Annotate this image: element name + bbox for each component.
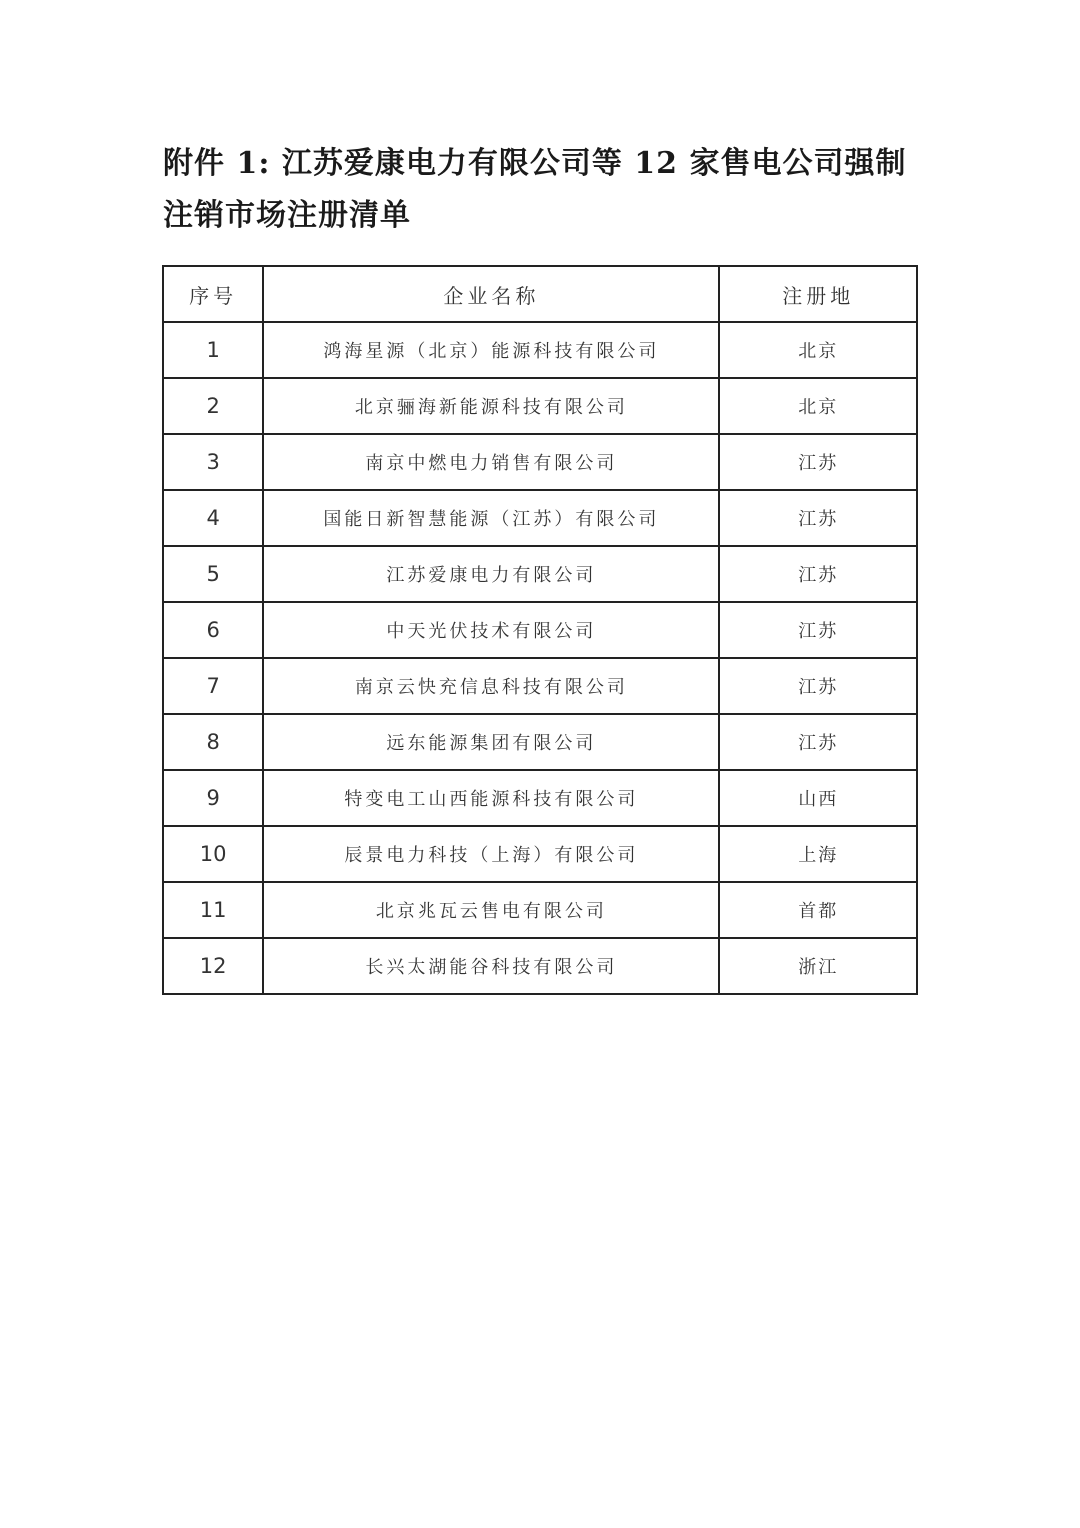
row-serial-number: 4: [163, 490, 263, 546]
row-company-name: 南京云快充信息科技有限公司: [263, 658, 719, 714]
row-company-name: 特变电工山西能源科技有限公司: [263, 770, 719, 826]
row-company-name: 北京兆瓦云售电有限公司: [263, 882, 719, 938]
row-registration-place: 江苏: [719, 602, 917, 658]
table-row: [163, 378, 917, 434]
header-registration-place: 注册地: [719, 266, 917, 322]
row-serial-number: 10: [163, 826, 263, 882]
document-title: 附件 1: 江苏爱康电力有限公司等 12 家售电公司强制注销市场注册清单: [163, 146, 907, 233]
row-serial-number: 6: [163, 602, 263, 658]
table-row: [163, 938, 917, 994]
table-row: [163, 490, 917, 546]
row-serial-number: 2: [163, 378, 263, 434]
row-company-name: 北京骊海新能源科技有限公司: [263, 378, 719, 434]
table-row: [163, 714, 917, 770]
row-registration-place: 江苏: [719, 658, 917, 714]
row-serial-number: 8: [163, 714, 263, 770]
row-registration-place: 浙江: [719, 938, 917, 994]
row-registration-place: 江苏: [719, 714, 917, 770]
row-company-name: 南京中燃电力销售有限公司: [263, 434, 719, 490]
row-company-name: 江苏爱康电力有限公司: [263, 546, 719, 602]
row-registration-place: 北京: [719, 322, 917, 378]
row-company-name: 长兴太湖能谷科技有限公司: [263, 938, 719, 994]
row-registration-place: 山西: [719, 770, 917, 826]
table-row: [163, 882, 917, 938]
row-registration-place: 江苏: [719, 434, 917, 490]
row-company-name: 国能日新智慧能源（江苏）有限公司: [263, 490, 719, 546]
row-serial-number: 5: [163, 546, 263, 602]
row-serial-number: 7: [163, 658, 263, 714]
row-serial-number: 9: [163, 770, 263, 826]
row-serial-number: 1: [163, 322, 263, 378]
table-row: [163, 322, 917, 378]
row-registration-place: 北京: [719, 378, 917, 434]
table-row: [163, 770, 917, 826]
row-company-name: 鸿海星源（北京）能源科技有限公司: [263, 322, 719, 378]
header-serial-number: 序号: [163, 266, 263, 322]
registration-table: [162, 265, 918, 995]
row-company-name: 辰景电力科技（上海）有限公司: [263, 826, 719, 882]
row-serial-number: 12: [163, 938, 263, 994]
table-row: [163, 602, 917, 658]
row-registration-place: 首都: [719, 882, 917, 938]
row-company-name: 远东能源集团有限公司: [263, 714, 719, 770]
table-header-row: [163, 266, 917, 322]
table-row: [163, 658, 917, 714]
row-registration-place: 江苏: [719, 546, 917, 602]
row-registration-place: 江苏: [719, 490, 917, 546]
table-row: [163, 826, 917, 882]
table-row: [163, 546, 917, 602]
row-company-name: 中天光伏技术有限公司: [263, 602, 719, 658]
header-company-name: 企业名称: [263, 266, 719, 322]
table-row: [163, 434, 917, 490]
row-serial-number: 3: [163, 434, 263, 490]
row-serial-number: 11: [163, 882, 263, 938]
row-registration-place: 上海: [719, 826, 917, 882]
